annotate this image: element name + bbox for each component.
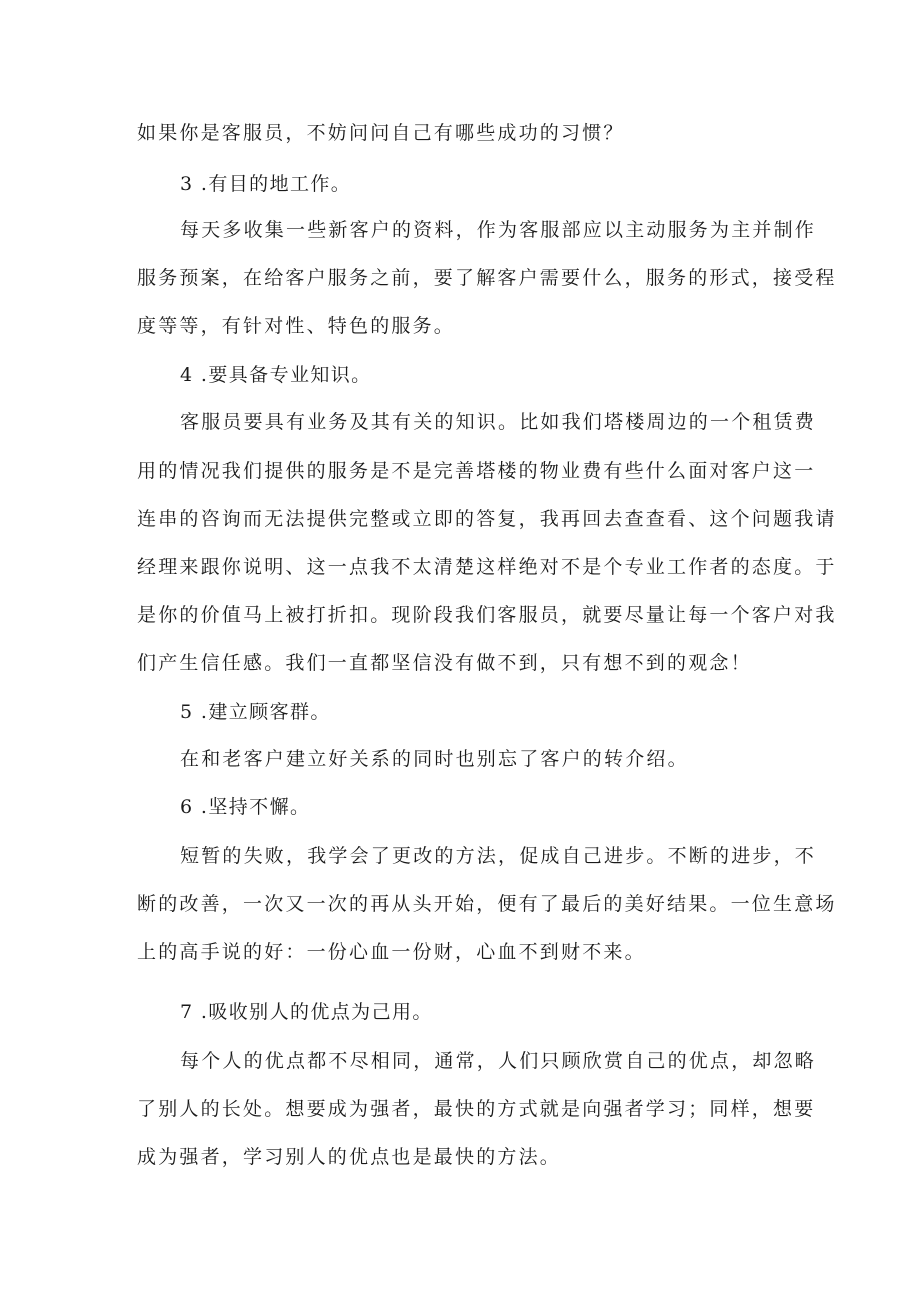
paragraph-line: 每天多收集一些新客户的资料，作为客服部应以主动服务为主并制作 xyxy=(180,219,817,241)
paragraph-line: 短暂的失败，我学会了更改的方法，促成自己进步。不断的进步，不 xyxy=(180,845,817,867)
paragraph-line: 每个人的优点都不尽相同，通常，人们只顾欣赏自己的优点，却忽略 xyxy=(180,1050,817,1072)
paragraph-line: 在和老客户建立好关系的同时也别忘了客户的转介绍。 xyxy=(180,748,689,770)
section-heading: 5 .建立顾客群。 xyxy=(180,701,331,723)
paragraph-line: 是你的价值马上被打折扣。现阶段我们客服员，就要尽量让每一个客户对我 xyxy=(137,604,837,626)
paragraph-line: 成为强者，学习别人的优点也是最快的方法。 xyxy=(137,1146,562,1168)
paragraph-line: 断的改善，一次又一次的再从头开始，便有了最后的美好结果。一位生意场 xyxy=(137,893,837,915)
section-heading: 3 .有目的地工作。 xyxy=(180,173,352,195)
section-heading: 7 .吸收别人的优点为己用。 xyxy=(180,1001,433,1023)
paragraph-line: 们产生信任感。我们一直都坚信没有做不到，只有想不到的观念！ xyxy=(137,652,752,674)
paragraph-line: 用的情况我们提供的服务是不是完善塔楼的物业费有些什么面对客户这一 xyxy=(137,460,816,482)
paragraph-line: 了别人的长处。想要成为强者，最快的方式就是向强者学习；同样，想要 xyxy=(137,1098,816,1120)
paragraph-line: 服务预案，在给客户服务之前，要了解客户需要什么，服务的形式，接受程 xyxy=(137,267,837,289)
text-line: 如果你是客服员，不妨问问自己有哪些成功的习惯？ xyxy=(137,122,625,144)
paragraph-line: 度等等，有针对性、特色的服务。 xyxy=(137,315,456,337)
section-heading: 4 .要具备专业知识。 xyxy=(180,364,372,386)
paragraph-line: 客服员要具有业务及其有关的知识。比如我们塔楼周边的一个租赁费 xyxy=(180,411,817,433)
paragraph-line: 连串的咨询而无法提供完整或立即的答复，我再回去查查看、这个问题我请 xyxy=(137,508,837,530)
paragraph-line: 上的高手说的好：一份心血一份财，心血不到财不来。 xyxy=(137,941,646,963)
paragraph-line: 经理来跟你说明、这一点我不太清楚这样绝对不是个专业工作者的态度。于 xyxy=(137,556,837,578)
section-heading: 6 .坚持不懈。 xyxy=(180,796,311,818)
